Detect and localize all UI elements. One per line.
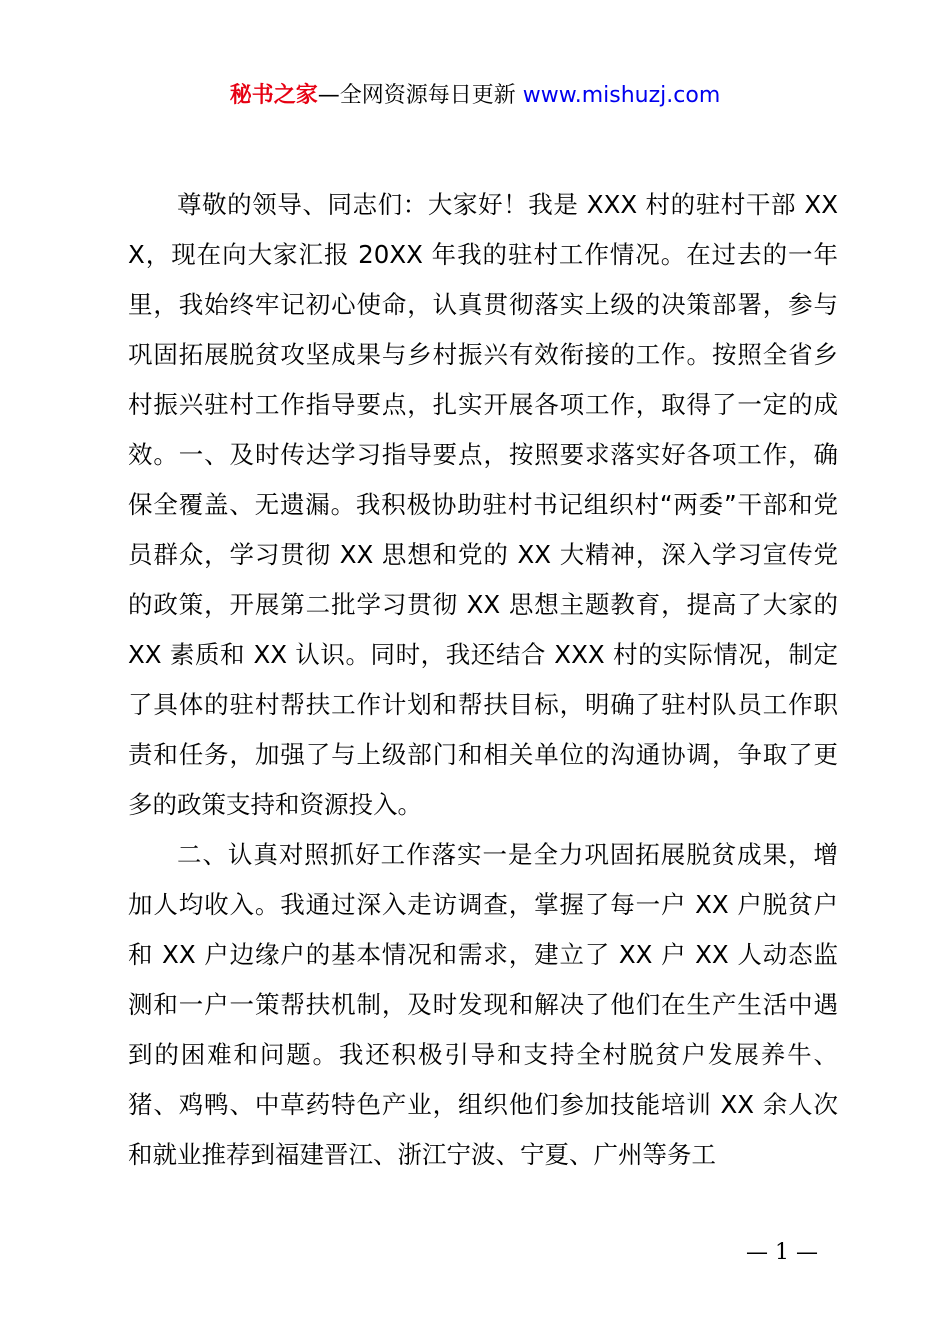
paragraph-greeting-report: 尊敬的领导、同志们：大家好！我是 XXX 村的驻村干部 XXX，现在向大家汇报 20XX 年我的驻村工作情况。在过去的一年里，我始终牢记初心使命，认真贯彻落实上级的决策部署，参与巩固拓展脱贫攻坚成果与乡村振兴有效衔接的工作。按照全省乡村振兴驻村工作指导要点，扎实开展各项工作，取得了一定的成效。一、及时传达学习指导要点，按照要求落实好各项工作，确保全覆盖、无遗漏。我积极协助驻村书记组织村“两委”干部和党员群众，学习贯彻 XX 思想和党的 XX 大精神，深入学习宣传党的政策，开展第二批学习贯彻 XX 思想主题教育，提高了大家的 XX 素质和 XX 认识。同时，我还结合 XXX 村的实际情况，制定了具体的驻村帮扶工作计划和帮扶目标，明确了驻村队员工作职责和任务，加强了与上级部门和相关单位的沟通协调，争取了更多的政策支持和资源投入。 [128, 190, 838, 819]
site-header [0, 80, 950, 112]
page-number: — 1 — [746, 1240, 818, 1265]
document-body [128, 180, 838, 1180]
paragraph-work-implementation: 二、认真对照抓好工作落实一是全力巩固拓展脱贫成果，增加人均收入。我通过深入走访调查，掌握了每一户 XX 户脱贫户和 XX 户边缘户的基本情况和需求，建立了 XX 户 XX 人动态监测和一户一策帮扶机制，及时发现和解决了他们在生产生活中遇到的困难和问题。我还积极引导和支持全村脱贫户发展养牛、猪、鸡鸭、中草药特色产业，组织他们参加技能培训 XX 余人次和就业推荐到福建晋江、浙江宁波、宁夏、广州等务工 [128, 840, 838, 1169]
site-url-link[interactable]: www.mishuzj.com [522, 83, 721, 108]
site-tagline: —全网资源每日更新 [317, 83, 523, 108]
site-brand: 秘书之家 [229, 83, 318, 108]
